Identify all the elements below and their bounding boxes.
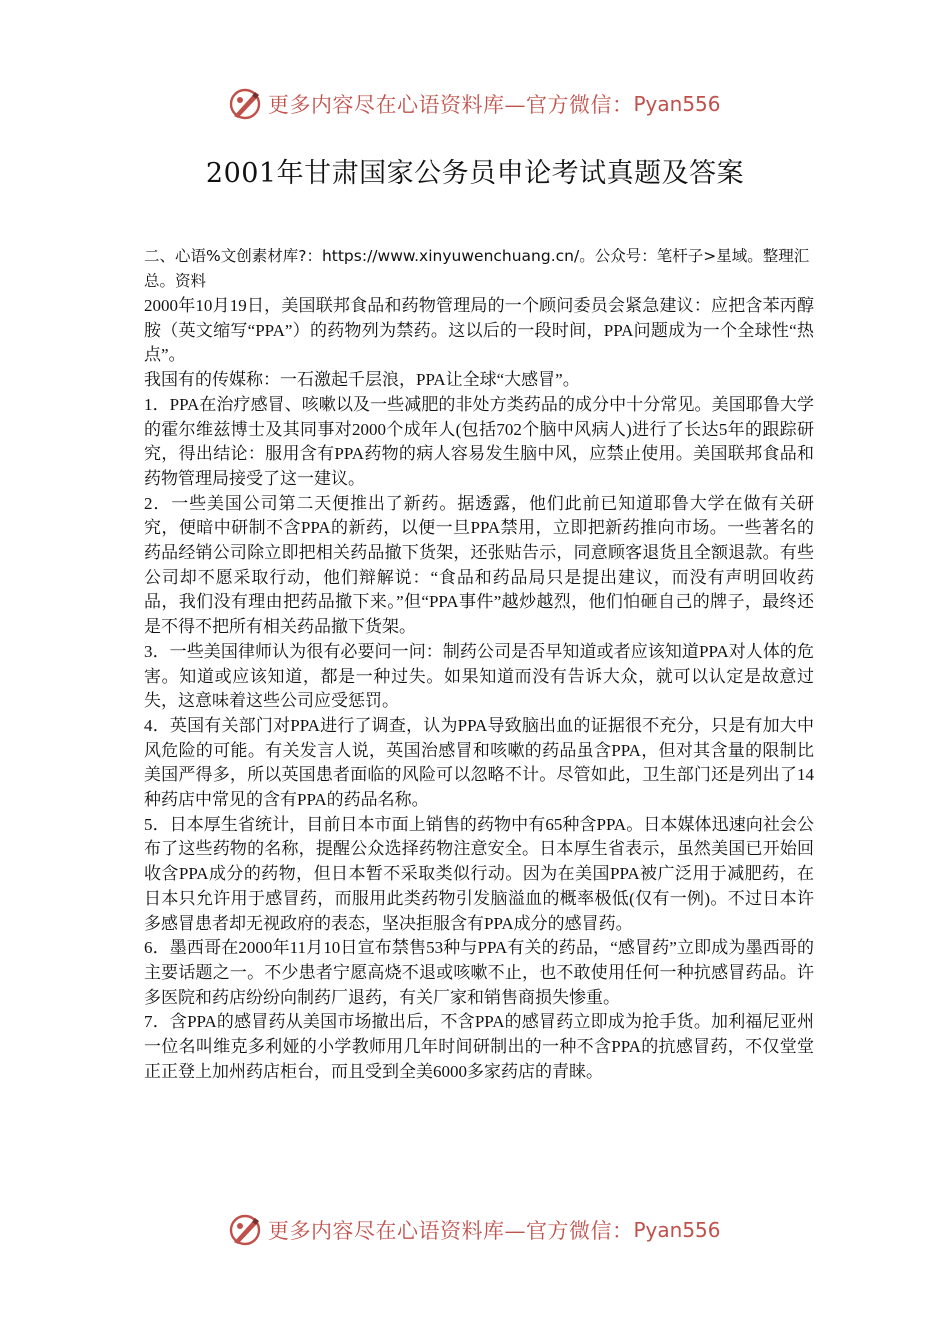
paragraph: 3．一些美国律师认为很有必要问一问：制药公司是否早知道或者应该知道PPA对人体的危害。知道或应该知道，都是一种过失。如果知道而没有告诉大众，就可以认定是故意过失，这意味着这些公司应受惩罚。 xyxy=(144,641,814,711)
header-banner xyxy=(228,86,721,122)
paragraph: 2000年10月19日，美国联邦食品和药物管理局的一个顾问委员会紧急建议：应把含苯丙醇胺（英文缩写“PPA”）的药物列为禁药。这以后的一段时间，PPA问题成为一个全球性“热点”。 xyxy=(144,296,814,365)
header-wechat-id: Pyan556 xyxy=(633,92,721,116)
pen-logo-icon xyxy=(228,1213,262,1247)
intro-line: 二、心语%文创素材库?：https://www.xinyuwenchuang.cn/。公众号：笔杆子>星域。整理汇总。资料 xyxy=(144,247,810,290)
document-title: 2001年甘肃国家公务员申论考试真题及答案 xyxy=(205,158,745,189)
document-body xyxy=(144,244,814,1085)
paragraph: 7．含PPA的感冒药从美国市场撤出后，不含PPA的感冒药立即成为抢手货。加利福尼亚州一位名叫维克多利娅的小学教师用几年时间研制出的一种不含PPA的抗感冒药，不仅堂堂正正登上加州药店柜台，而且受到全美6000多家药店的青睐。 xyxy=(144,1012,814,1081)
header-banner-text: 更多内容尽在心语资料库—官方微信： xyxy=(268,93,634,117)
paragraph: 5．日本厚生省统计，目前日本市面上销售的药物中有65种含PPA。日本媒体迅速向社会公布了这些药物的名称，提醒公众选择药物注意安全。日本厚生省表示，虽然美国已开始回收含PPA成分的药物，但日本暂不采取类似行动。因为在美国PPA被广泛用于减肥药，在日本只允许用于感冒药，而服用此类药物引发脑溢血的概率极低(仅有一例)。不过日本许多感冒患者却无视政府的表态，坚决拒服含有PPA成分的感冒药。 xyxy=(144,814,814,933)
footer-banner-text: 更多内容尽在心语资料库—官方微信： xyxy=(268,1219,634,1243)
paragraph: 我国有的传媒称：一石激起千层浪，PPA让全球“大感冒”。 xyxy=(144,370,580,390)
paragraph: 4．英国有关部门对PPA进行了调查，认为PPA导致脑出血的证据很不充分，只是有加大中风危险的可能。有关发言人说，英国治感冒和咳嗽的药品虽含PPA，但对其含量的限制比美国严得多，所以英国患者面临的风险可以忽略不计。尽管如此，卫生部门还是列出了14种药店中常见的含有PPA的药品名称。 xyxy=(144,715,814,810)
paragraph: 1．PPA在治疗感冒、咳嗽以及一些减肥的非处方类药品的成分中十分常见。美国耶鲁大学的霍尔维兹博士及其同事对2000个成年人(包括702个脑中风病人)进行了长达5年的跟踪研究，得出结论：服用含有PPA药物的病人容易发生脑中风，应禁止使用。美国联邦食品和药物管理局接受了这一建议。 xyxy=(144,394,814,488)
footer-banner xyxy=(228,1212,721,1248)
paragraph: 2．一些美国公司第二天便推出了新药。据透露，他们此前已知道耶鲁大学在做有关研究，便暗中研制不含PPA的新药，以便一旦PPA禁用，立即把新药推向市场。一些著名的药品经销公司除立即把相关药品撤下货架，还张贴告示，同意顾客退货且全额退款。有些公司却不愿采取行动，他们辩解说：“食品和药品局只是提出建议，而没有声明回收药品，我们没有理由把药品撤下来。”但“PPA事件”越炒越烈，他们怕砸自己的牌子，最终还是不得不把所有相关药品撤下货架。 xyxy=(144,493,814,637)
pen-logo-icon xyxy=(228,87,262,121)
paragraph: 6．墨西哥在2000年11月10日宣布禁售53种与PPA有关的药品，“感冒药”立即成为墨西哥的主要话题之一。不少患者宁愿高烧不退或咳嗽不止，也不敢使用任何一种抗感冒药品。许多医院和药店纷纷向制药厂退药，有关厂家和销售商损失惨重。 xyxy=(144,938,814,1007)
footer-wechat-id: Pyan556 xyxy=(633,1218,721,1242)
